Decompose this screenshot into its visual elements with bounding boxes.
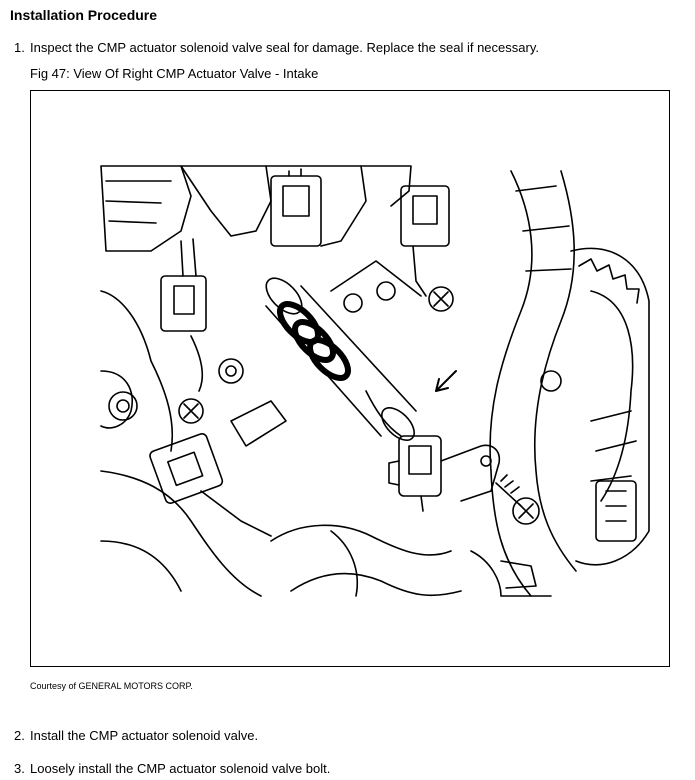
step-2-number: 2. [14,728,25,743]
engine-diagram-illustration [31,91,669,666]
step-1-number: 1. [14,40,25,55]
figure-courtesy: Courtesy of GENERAL MOTORS CORP. [30,681,193,691]
step-3-number: 3. [14,761,25,776]
step-2-text: Install the CMP actuator solenoid valve. [30,728,259,743]
step-3 [14,761,330,776]
figure-caption: Fig 47: View Of Right CMP Actuator Valve - Intake [30,66,319,81]
page-title: Installation Procedure [10,7,158,23]
figure-frame [30,90,670,667]
step-3-text: Loosely install the CMP actuator solenoid valve bolt. [30,761,331,776]
step-2 [14,728,258,743]
step-1-text: Inspect the CMP actuator solenoid valve seal for damage. Replace the seal if necessary. [30,40,539,55]
step-1 [14,40,539,55]
